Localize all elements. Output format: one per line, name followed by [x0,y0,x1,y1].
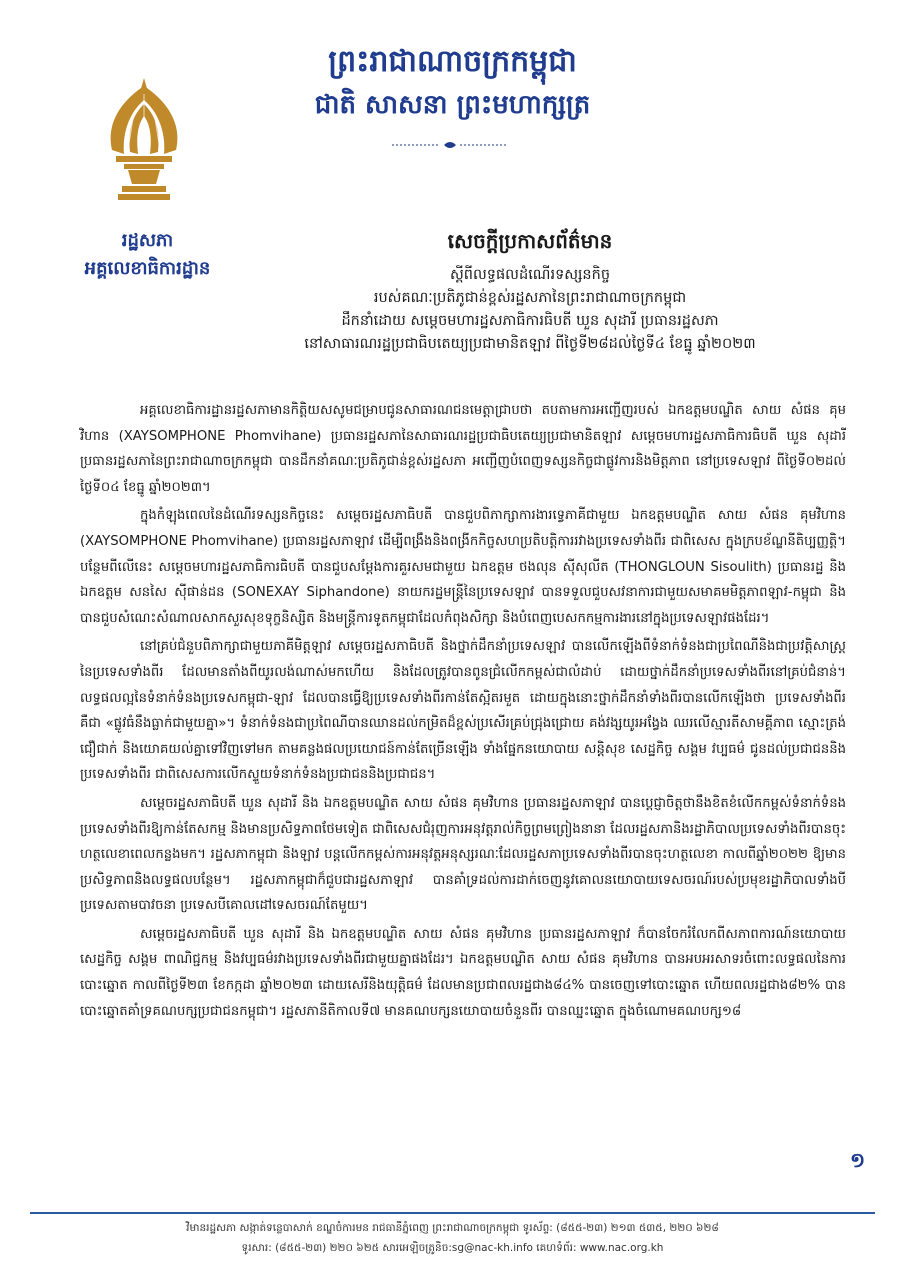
subtitle-line4: នៅសាធារណរដ្ឋប្រជាធិបតេយ្យប្រជាមានិតឡាវ ពីថ្ងៃទី២៨ដល់ថ្ងៃទី៤ ខែធ្នូ ឆ្នាំ២០២៣ [304,336,756,352]
footer-address: វិមានរដ្ឋសភា សង្កាត់ទន្លេបាសាក់ ខណ្ឌចំការមន រាជធានីភ្នំពេញ ព្រះរាជាណាចក្រកម្ពុជា ទូរស័ព្ទ: (៨៥៥-២៣) ២១៣ ៥៣៥, ២២០ ៦២៨ [186,1222,719,1234]
paragraph: សម្តេចរដ្ឋសភាធិបតី ឃួន សុដារី និង ឯកឧត្តមបណ្ឌិត សាយ សំផន គុមវិហាន ប្រធានរដ្ឋសភាឡាវ បានប្តេជ្ញាចិត្តថានឹងខិតខំលើកកម្ពស់ទំនាក់ទំនងប្រទេសទាំងពីរឱ្យកាន់តែសកម្ម និងមានប្រសិទ្ធភាពថែមទៀត ជាពិសេសជំរុញការអនុវត្តរាល់កិច្ចព្រមព្រៀងនានា ដែលរដ្ឋសភានិងរដ្ឋាភិបាលប្រទេសទាំងពីរបានចុះហត្ថលេខាពេលកន្លងមក។ រដ្ឋសភាកម្ពុជា និងឡាវ បន្តលើកកម្ពស់ការអនុវត្តអនុស្សរណៈដែលរដ្ឋសភាប្រទេសទាំងពីរបានចុះហត្ថលេខា កាលពីឆ្នាំ២០២២ ឱ្យមានប្រសិទ្ធភាពនិងលទ្ធផលបន្ថែម។ រដ្ឋសភាកម្ពុជាក៏ជួបជារដ្ឋសភាឡាវ បានគាំទ្រដល់ការដាក់ចេញនូវគោលនយោបាយទេសចរណ៍របស់ប្រមុខរដ្ឋាភិបាលទាំងបីប្រទេសតាមបាវចនា ប្រទេសបីគោលដៅទេសចរណ៍តែមួយ។ [80,795,846,914]
footer-contacts: ទូរសារ: (៨៥៥-២៣) ២២០ ៦២៥ សារអេឡិចត្រូនិច:sg@nac-kh.info គេហទំព័រ: www.nac.org.kh [241,1242,664,1254]
department-line1: រដ្ឋសភា [121,230,174,251]
subtitle-line3: ដឹកនាំដោយ សម្តេចមហារដ្ឋសភាធិការធិបតី ឃួន សុដារី ប្រធានរដ្ឋសភា [341,313,719,329]
body-text [80,398,846,1027]
paragraph: ក្នុងកំឡុងពេលនៃដំណើរទស្សនកិច្ចនេះ សម្តេចរដ្ឋសភាធិបតី បានជួបពិភាក្សាការងារទ្វេភាគីជាមួយ ឯកឧត្តមបណ្ឌិត សាយ សំផន គុមវិហាន (XAYSOMPHONE Phomvihane) ប្រធានរដ្ឋសភាឡាវ ដើម្បីពង្រឹងនិងពង្រីកកិច្ចសហប្រតិបត្តិការរវាងប្រទេសទាំងពីរ ជាពិសេស ក្នុងក្របខ័ណ្ឌនីតិប្បញ្ញត្តិ។ បន្ថែមពីលើនេះ សម្តេចមហារដ្ឋសភាធិការធិបតី បានជួបសម្តែងការគួរសមជាមួយ ឯកឧត្តម ថងលុន ស៊ីសុលីត (THONGLOUN Sisoulith) ប្រធានរដ្ឋ និង ឯកឧត្តម សនសៃ ស៊ីផាន់ដន (SONEXAY Siphandone) នាយករដ្ឋមន្ត្រីនៃប្រទេសឡាវ បានទទួលជួបសវនាការជាមួយសមាគមមិត្តភាពឡាវ-កម្ពុជា និងបានជួបសំណេះសំណាលសាកសួរសុខទុក្ខនិស្សិត និងមន្ត្រីការទូតកម្ពុជាដែលកំពុងសិក្សា និងបំពេញបេសកកម្មការងារនៅក្នុងប្រទេសឡាវផងដែរ។ [80,508,846,626]
national-motto: ជាតិ សាសនា ព្រះមហាក្សត្រ [314,90,591,120]
kingdom-name: ព្រះរាជាណាចក្រកម្ពុជា [328,44,577,79]
paragraph: អគ្គលេខាធិការដ្ឋានរដ្ឋសភាមានកិត្តិយសសូមជម្រាបជូនសាធារណជនមេត្តាជ្រាបថា តបតាមការអញ្ជើញរបស់ ឯកឧត្តមបណ្ឌិត សាយ សំផន គុមវិហាន (XAYSOMPHONE Phomvihane) ប្រធានរដ្ឋសភានៃសាធារណរដ្ឋប្រជាធិបតេយ្យប្រជាមានិតឡាវ សម្តេចមហារដ្ឋសភាធិការធិបតី ឃួន សុដារី ប្រធានរដ្ឋសភានៃព្រះរាជាណាចក្រកម្ពុជា បានដឹកនាំគណៈប្រតិភូជាន់ខ្ពស់រដ្ឋសភា អញ្ជើញបំពេញទស្សនកិច្ចជាផ្លូវការនិងមិត្តភាព នៅប្រទេសឡាវ ពីថ្ងៃទី០២ដល់ថ្ងៃទី០៤ ខែធ្នូ ឆ្នាំ២០២៣។ [80,403,846,495]
subtitle-line2: របស់គណៈប្រតិភូជាន់ខ្ពស់រដ្ឋសភានៃព្រះរាជាណាចក្រកម្ពុជា [373,290,687,306]
paragraph: សម្តេចរដ្ឋសភាធិបតី ឃួន សុដារី និង ឯកឧត្តមបណ្ឌិត សាយ សំផន គុមវិហាន ប្រធានរដ្ឋសភាឡាវ ក៏បានចែករំលែកពីសភាពការណ៍នយោបាយ សេដ្ឋកិច្ច សង្គម ពាណិជ្ជកម្ម និងវប្បធម៌រវាងប្រទេសទាំងពីរជាមួយគ្នាផងដែរ។ ឯកឧត្តមបណ្ឌិត សាយ សំផន គុមវិហាន បានអបអរសាទរចំពោះលទ្ធផលនៃការបោះឆ្នោត កាលពីថ្ងៃទី២៣ ខែកក្កដា ឆ្នាំ២០២៣ ដោយសេរីនិងយុត្តិធម៌ ដែលមានប្រជាពលរដ្ឋជាង៨៤% បានចេញទៅបោះឆ្នោត ហើយពលរដ្ឋជាង៨២% បានបោះឆ្នោតគាំទ្រគណបក្សប្រជាជនកម្ពុជា។ រដ្ឋសភានីតិកាលទី៧ មានគណបក្សនយោបាយចំនួនពីរ បានឈ្នះឆ្នោត ក្នុងចំណោមគណបក្ស១៨ [80,926,846,1019]
title-block [220,228,840,356]
department-line2: អគ្គលេខាធិការដ្ឋាន [84,258,211,279]
ornament-divider [390,138,510,152]
national-assembly-emblem [98,72,190,202]
footer-divider [30,1212,875,1214]
page-number: ១ [850,1148,866,1172]
subtitle-line1: ស្តីពីលទ្ធផលដំណើរទស្សនកិច្ច [449,267,611,283]
document-title: សេចក្តីប្រកាសព័ត៌មាន [447,229,613,253]
paragraph: នៅគ្រប់ជំនួបពិភាក្សាជាមួយភាគីមិត្តឡាវ សម្តេចរដ្ឋសភាធិបតី និងថ្នាក់ដឹកនាំប្រទេសឡាវ បានលើកឡើងពីទំនាក់ទំនងជាប្រពៃណីនិងជាប្រវត្តិសាស្ត្រនៃប្រទេសទាំងពីរ ដែលមានតាំងពីយូរលង់ណាស់មកហើយ និងដែលត្រូវបានពូនជ្រំលើកកម្ពស់ជាលំដាប់ ដោយថ្នាក់ដឹកនាំប្រទេសទាំងពីរនៅគ្រប់ជំនាន់។ លទ្ធផលល្អនៃទំនាក់ទំនងប្រទេសកម្ពុជា-ឡាវ ដែលបានធ្វើឱ្យប្រទេសទាំងពីរកាន់តែស្អិតរមួត ដោយក្នុងនោះថ្នាក់ដឹកនាំទាំងពីរបានលើកឡើងថា ប្រទេសទាំងពីរគឺជា «ផ្លូវធំនឹងធ្លាក់ជាមួយគ្នា»។ ទំនាក់ទំនងជាប្រពៃណីបានឈានដល់កម្រិតដ៏ខ្ពស់ប្រសើរគ្រប់ជ្រុងជ្រោយ គង់វង្សយូរអង្វែង ឈរលើស្មារតីសាមគ្គីភាព ស្មោះត្រង់ ជឿជាក់ និងយោគយល់គ្នាទៅវិញទៅមក តាមគន្លងផលប្រយោជន៍កាន់តែច្រើនឡើង ទាំងផ្នែកនយោបាយ សន្តិសុខ សេដ្ឋកិច្ច សង្គម វប្បធម៌ ជូនដល់ប្រជាជននិងប្រទេសទាំងពីរ ជាពិសេសការលើកស្ទួយទំនាក់ទំនងប្រជាជននិងប្រជាជន។ [80,639,846,783]
